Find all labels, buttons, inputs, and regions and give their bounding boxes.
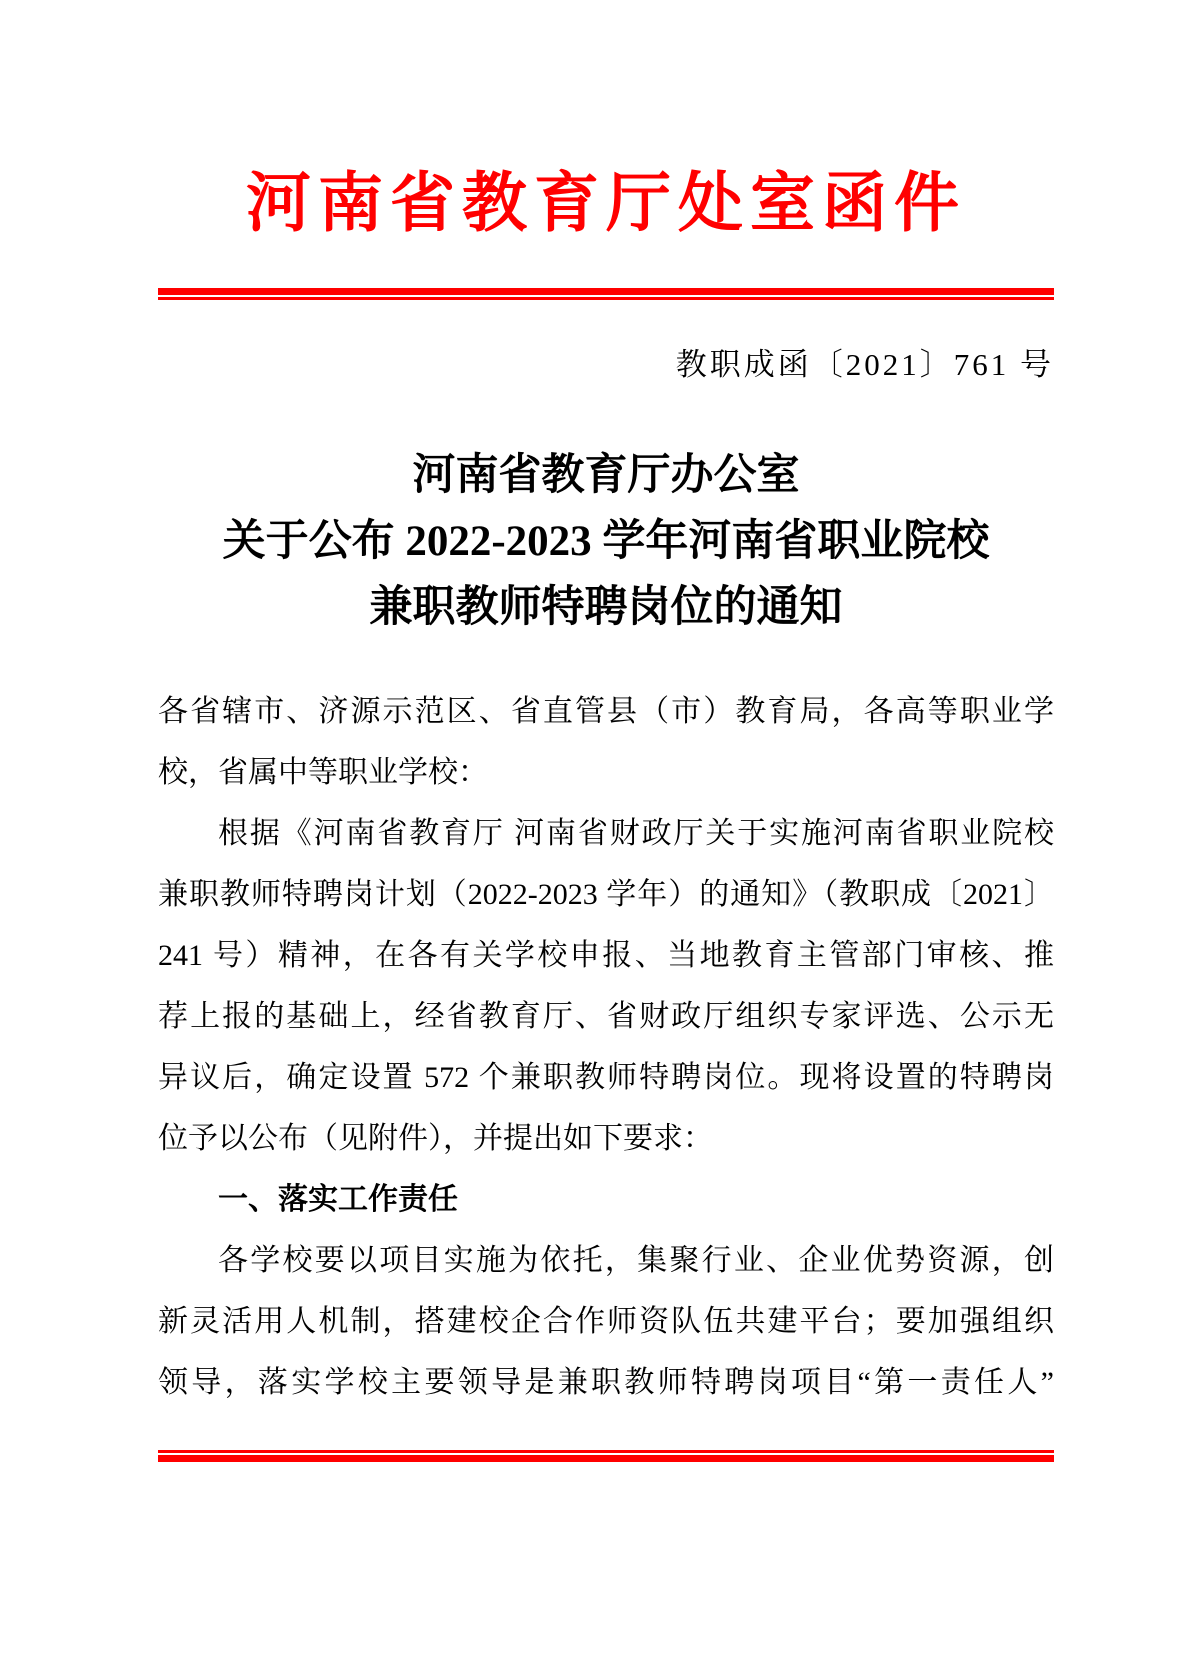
- notice-title-line-2: 关于公布 2022-2023 学年河南省职业院校: [222, 518, 990, 565]
- body-line: 校，省属中等职业学校：: [158, 756, 488, 789]
- body-line: 位予以公布（见附件），并提出如下要求：: [158, 1122, 713, 1155]
- body-line: 各学校要以项目实施为依托，集聚行业、企业优势资源，创: [218, 1244, 1054, 1277]
- notice-title-line-1: 河南省教育厅办公室: [412, 452, 800, 499]
- body-line: 异议后，确定设置 572 个兼职教师特聘岗位。现将设置的特聘岗: [158, 1061, 1054, 1094]
- top-double-rule: [158, 288, 1054, 300]
- body-line: 新灵活用人机制，搭建校企合作师资队伍共建平台；要加强组织: [158, 1305, 1054, 1338]
- body-line: 根据《河南省教育厅 河南省财政厅关于实施河南省职业院校: [218, 817, 1054, 850]
- notice-title: [158, 443, 1054, 641]
- body-line: 241 号）精神，在各有关学校申报、当地教育主管部门审核、推: [158, 939, 1054, 972]
- letterhead-title: 河南省教育厅处室函件: [245, 168, 966, 240]
- body-line: 兼职教师特聘岗计划（2022-2023 学年）的通知》（教职成〔2021〕: [158, 878, 1054, 911]
- notice-title-line-3: 兼职教师特聘岗位的通知: [369, 584, 843, 631]
- section-heading: 一、落实工作责任: [218, 1183, 458, 1216]
- body-line: 各省辖市、济源示范区、省直管县（市）教育局，各高等职业学: [158, 695, 1054, 728]
- doc-number: 教职成函〔2021〕761 号: [675, 347, 1054, 382]
- body-line: 荐上报的基础上，经省教育厅、省财政厅组织专家评选、公示无: [158, 1000, 1054, 1033]
- document-content: [158, 163, 1054, 1462]
- bottom-double-rule: [158, 1450, 1054, 1462]
- body-text: [158, 681, 1054, 1413]
- body-line: 领导，落实学校主要领导是兼职教师特聘岗项目“第一责任人”: [158, 1366, 1054, 1399]
